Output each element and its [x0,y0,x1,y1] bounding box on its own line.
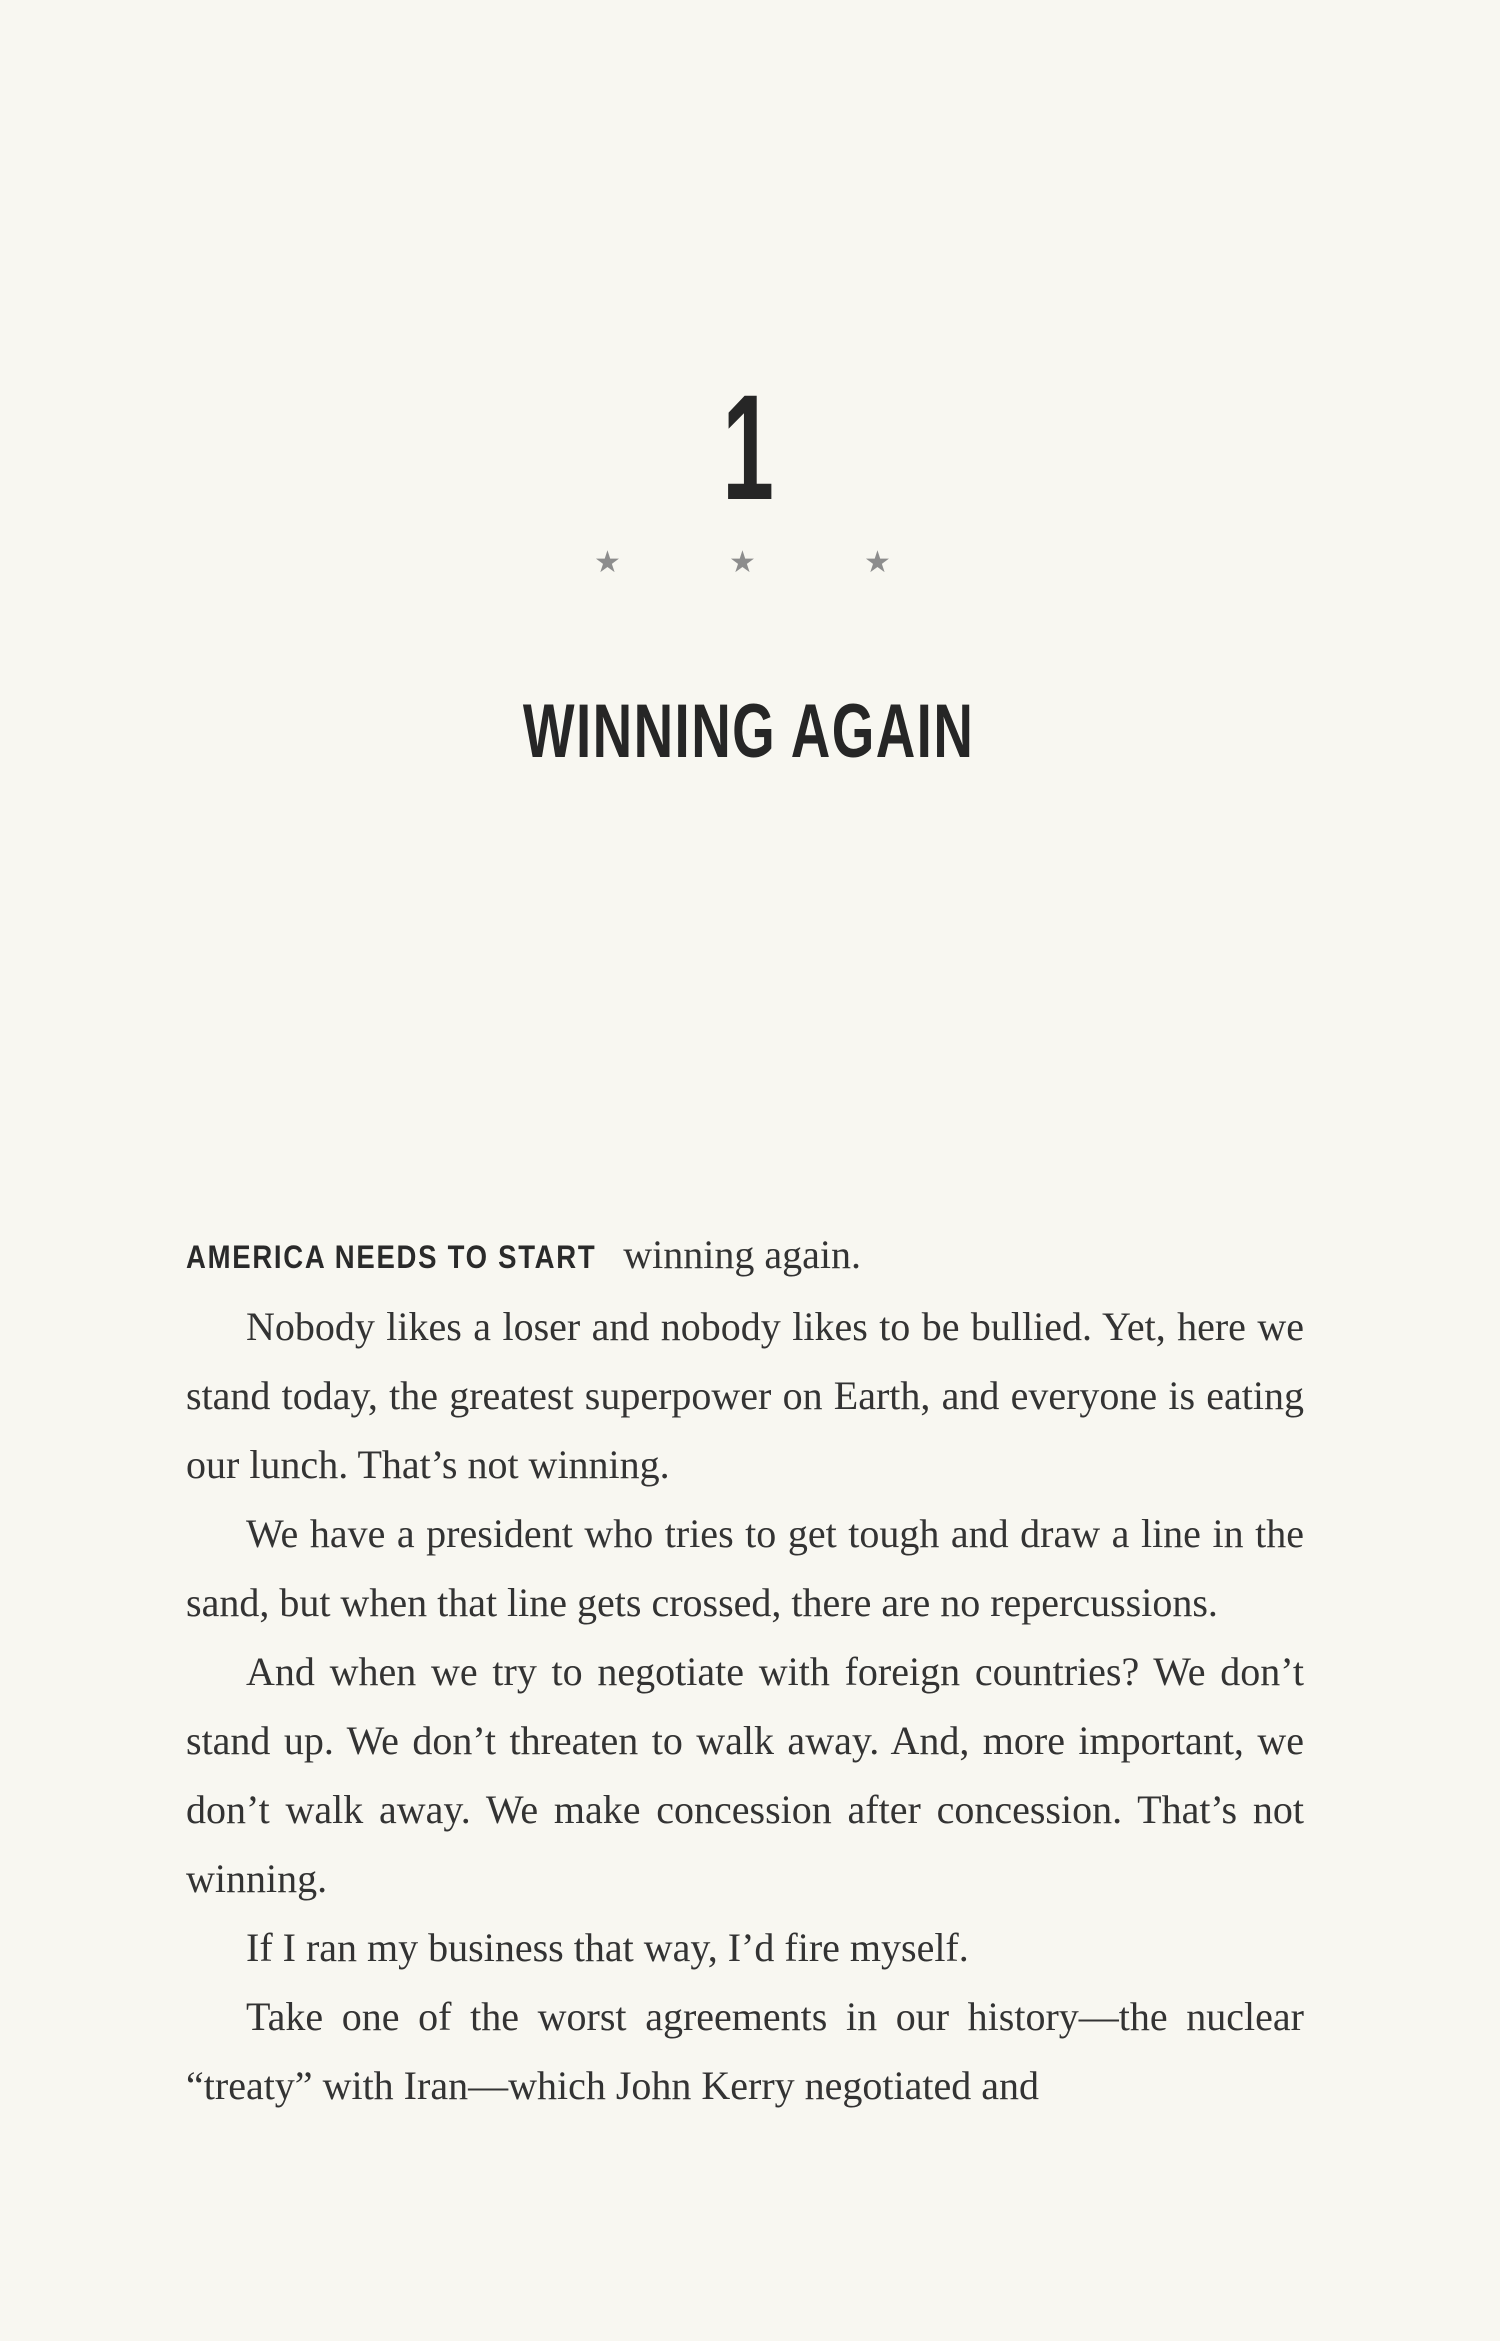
paragraph-1 [186,1220,1304,1292]
chapter-body [186,1220,1304,2120]
paragraph-6: Take one of the worst agreements in our history—the nuclear “treaty” with Iran—which John Kerry negotiated and [186,1994,1304,2108]
chapter-title: WINNING AGAIN [522,689,975,774]
paragraph-4: And when we try to negotiate with foreign countries? We don’t stand up. We don’t threaten to walk away. And, more important, we don’t walk away. We make concession after concession. That’s not winning. [186,1649,1304,1901]
chapter-number: 1 [722,363,774,531]
paragraph-text: winning again. [613,1232,861,1277]
paragraph-3: We have a president who tries to get tough and draw a line in the sand, but when that line gets crossed, there are no repercussions. [186,1511,1304,1625]
star-divider [0,545,1500,588]
lead-in-text: AMERICA NEEDS TO START [186,1239,597,1275]
paragraph-2: Nobody likes a loser and nobody likes to be bullied. Yet, here we stand today, the greatest superpower on Earth, and everyone is eating our lunch. That’s not winning. [186,1304,1304,1487]
star-icon: ★ [864,545,891,580]
star-icon: ★ [594,545,621,580]
star-icon: ★ [729,545,756,580]
paragraph-5: If I ran my business that way, I’d fire myself. [246,1925,969,1970]
